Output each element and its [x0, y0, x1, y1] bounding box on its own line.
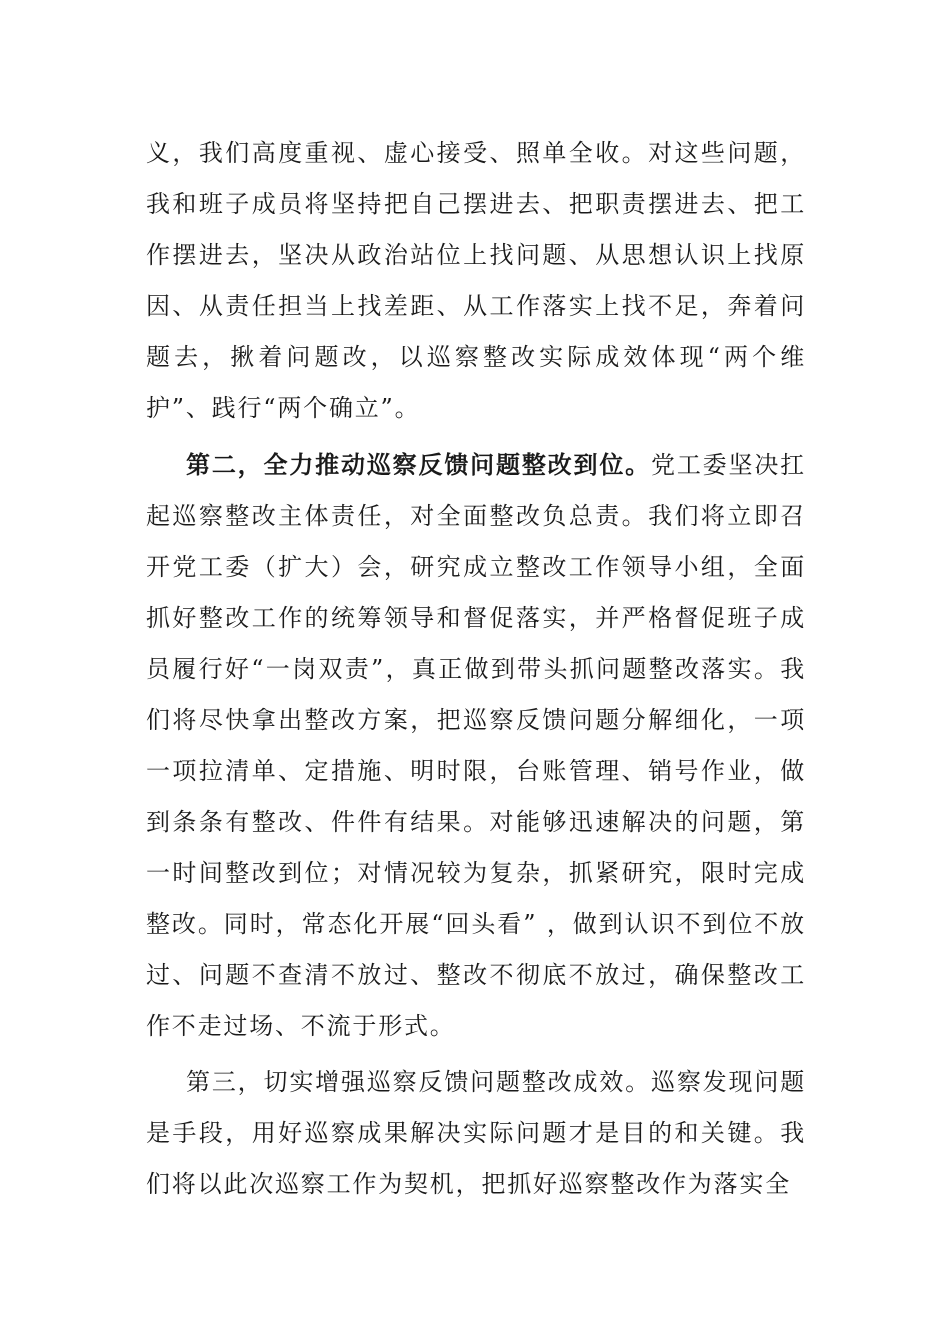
paragraph-text: 党工委坚决扛起巡察整改主体责任，对全面整改负总责。我们将立即召开党工委（扩大）会，研究成立整改工作领导小组，全面抓好整改工作的统筹领导和督促落实，并严格督促班子成员履行好“一岗双责”，真正做到带头抓问题整改落实。我们将尽快拿出整改方案，把巡察反馈问题分解细化，一项一项拉清单、定措施、明时限，台账管理、销号作业，做到条条有整改、件件有结果。对能够迅速解决的问题，第一时间整改到位；对情况较为复杂，抓紧研究，限时完成整改。同时，常态化开展“回头看” ，做到认识不到位不放过、问题不查清不放过、整改不彻底不放过，确保整改工作不走过场、不流于形式。 [146, 451, 806, 1040]
paragraph-third-point [146, 1057, 806, 1210]
document-body [146, 128, 806, 1210]
paragraph-second-point [146, 439, 806, 1052]
paragraph-text: 第三，切实增强巡察反馈问题整改成效。巡察发现问题是手段，用好巡察成果解决实际问题才是目的和关键。我们将以此次巡察工作为契机，把抓好巡察整改作为落实全 [146, 1068, 806, 1198]
paragraph-text: 义，我们高度重视、虚心接受、照单全收。对这些问题，我和班子成员将坚持把自己摆进去、把职责摆进去、把工作摆进去，坚决从政治站位上找问题、从思想认识上找原因、从责任担当上找差距、从工作落实上找不足，奔着问题去，揪着问题改，以巡察整改实际成效体现“两个维护”、践行“两个确立”。 [146, 139, 806, 422]
paragraph-lead-heading: 第二，全力推动巡察反馈问题整改到位。 [186, 450, 652, 479]
paragraph-continuation [146, 128, 806, 434]
